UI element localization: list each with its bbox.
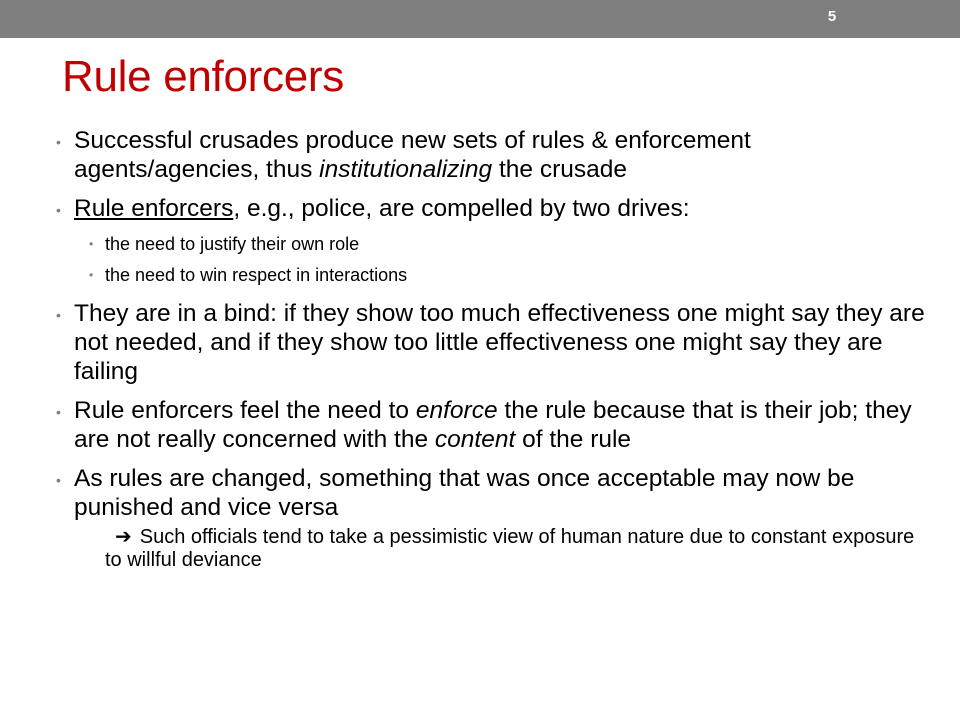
slide-number: 5 [827, 8, 837, 25]
bullet-two-drives [56, 194, 926, 223]
bullet-dot-icon: • [89, 268, 94, 282]
bullet-dot-icon: • [56, 202, 61, 218]
bullet-emphasis: content [434, 426, 516, 453]
sub-bullet-justify-role [56, 233, 926, 255]
bullet-dot-icon: • [56, 307, 61, 323]
bullet-emphasis: institutionalizing [319, 156, 493, 183]
bullet-enforce [56, 396, 926, 454]
bullet-dot-icon: • [89, 237, 94, 251]
bullet-text: the rule because that is their job; they are not really concerned with the [74, 397, 912, 453]
bullet-dot-icon: • [56, 134, 61, 150]
slide-title: Rule enforcers [62, 52, 344, 101]
bullet-text: As rules are changed, something that was once acceptable may now be punished and vice versa [74, 465, 855, 521]
right-arrow-icon: ➔ [115, 526, 132, 548]
bullet-text: of the rule [515, 426, 632, 453]
bullet-text: They are in a bind: if they show too much effectiveness one might say they are not needed, and if they show too little effectiveness one might say they are failing [74, 300, 925, 385]
sub-bullet-text: the need to win respect in interactions [105, 265, 408, 285]
arrow-note-text: Such officials tend to take a pessimistic view of human nature due to constant exposure to willful deviance [105, 526, 915, 571]
bullet-text: , e.g., police, are compelled by two drives: [233, 195, 690, 222]
header-bar [0, 0, 960, 38]
slide-body [56, 126, 926, 572]
bullet-dot-icon: • [56, 404, 61, 420]
bullet-bind [56, 299, 926, 386]
bullet-text: Rule enforcers feel the need to [74, 397, 416, 424]
bullet-text: the crusade [492, 156, 627, 183]
sub-bullet-text: the need to justify their own role [105, 234, 360, 254]
sub-bullet-win-respect [56, 264, 926, 286]
bullet-institutionalizing [56, 126, 926, 184]
bullet-dot-icon: • [56, 472, 61, 488]
bullet-text: Successful crusades produce new sets of rules & enforcement agents/agencies, thus [74, 127, 751, 183]
bullet-underlined-term: Rule enforcers [74, 195, 234, 222]
arrow-note [56, 526, 926, 572]
bullet-emphasis: enforce [415, 397, 498, 424]
bullet-rules-changed [56, 464, 926, 522]
